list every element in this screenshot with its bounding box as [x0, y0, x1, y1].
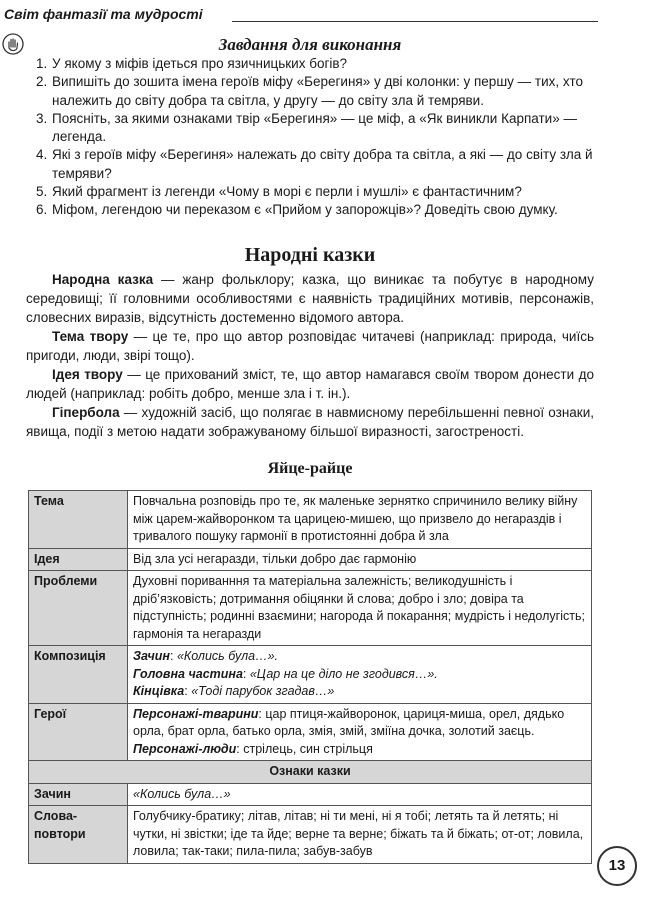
list-item [36, 146, 606, 183]
list-item [36, 201, 606, 219]
definitions [26, 270, 594, 441]
row-label: Тема [29, 491, 128, 549]
row-value [128, 646, 592, 704]
table-row [29, 571, 592, 646]
composition-line: Зачин: «Колись була…». [133, 649, 279, 663]
heroes-group-text: : стрілець, син стрільця [236, 741, 373, 756]
row-value: Духовні пориванння та матеріальна залежність; великодушність і дріб’язковість; дотримання обіцянки й слова; добро і зло; довіра та підступність; родинні взаємини; нагорода й покарання; мудрість і недолугість; гармонія та негаразди [128, 571, 592, 646]
definition-term: Ідея твору [52, 367, 123, 382]
row-label: Проблеми [29, 571, 128, 646]
definition-term: Тема твору [52, 329, 129, 344]
item-text: Міфом, легендою чи переказом є «Прийом у запорожців»? Доведіть свою думку. [52, 202, 558, 218]
composition-part-label: Зачин [133, 649, 170, 663]
header-rule [232, 21, 598, 22]
item-text: Який фрагмент із легенди «Чому в морі є перли і мушлі» є фантастичним? [52, 184, 522, 200]
composition-part-text: «Цар на це діло не згодився…». [249, 666, 438, 681]
table-row [29, 491, 592, 549]
heroes-people [133, 741, 586, 759]
composition-line: Головна частина: «Цар на це діло не згодився…». [133, 666, 438, 681]
composition-part-text: «Тоді парубок згадав…» [191, 684, 335, 698]
composition-part-text: «Колись була…». [176, 649, 279, 663]
item-number: 4. [36, 147, 48, 163]
item-number: 1. [36, 56, 48, 71]
row-value: «Колись була…» [128, 783, 592, 806]
features-header: Ознаки казки [29, 761, 592, 784]
definition-text: — художній засіб, що полягає в навмисному перебільшенні певної ознаки, явища, події з метою надати зображуваному більшої виразності, загостреності. [26, 405, 594, 439]
page-number: 13 [597, 846, 637, 886]
tasks-title: Завдання для виконання [218, 35, 402, 54]
composition-part-label: Кінцівка [133, 684, 185, 698]
composition-line: Кінцівка: «Тоді парубок згадав…» [133, 684, 335, 698]
item-text: У якому з міфів ідеться про язичницьких богів? [52, 56, 348, 71]
definition-text: — жанр фольклору; казка, що виникає та побутує в народному середовищі; її головними особливостями є наявність традиційних мотивів, персонажів, словесних виразів, відсутність достеменно відомого автора. [26, 272, 594, 325]
table-row [29, 703, 592, 761]
row-value [128, 703, 592, 761]
definition [26, 403, 594, 441]
heroes-group-text: : цар птиця-жайворонок, цариця-миша, орел, дядько орла, брат орла, батько орла, змія, змій, зміїна дочка, золотий заєць. [133, 706, 565, 738]
definition-text: — це те, про що автор розповідає читачеві (наприклад: природа, чиїсь пригоди, люди, звірі тощо). [26, 329, 594, 363]
story-title: Яйце-райце [267, 460, 353, 477]
table-row [29, 806, 592, 864]
item-number: 6. [36, 202, 48, 218]
item-text: Поясніть, за якими ознаками твір «Берегиня» — це міф, а «Як виникли Карпати» — легенда. [52, 110, 577, 145]
section-title: Народні казки [244, 244, 376, 266]
item-number: 2. [36, 74, 48, 90]
analysis-table [28, 490, 592, 864]
list-item [36, 110, 606, 147]
item-number: 5. [36, 184, 48, 200]
heroes-group-label: Персонажі-тварини [133, 706, 259, 721]
row-label: Слова-повтори [29, 806, 128, 864]
header-title: Світ фантазії та мудрості [4, 6, 203, 22]
list-item [36, 55, 606, 73]
list-item [36, 183, 606, 201]
row-label: Герої [29, 703, 128, 761]
item-text: Які з героїв міфу «Берегиня» належать до світу добра та світла, а які — до світу зла й темряви? [52, 147, 593, 181]
definition [26, 270, 594, 327]
definition [26, 327, 594, 365]
row-value: Голубчику-братику; літав, літав; ні ти мені, ні я тобі; летять та й летять; ні чутки, ні звістки; іде та йде; верне та верне; біжать та й біжать; от-от; ловила, ловила; так-таки; пила-пила; забув-забув [128, 806, 592, 864]
composition-part-label: Головна частина [133, 666, 243, 681]
table-row [29, 783, 592, 806]
row-label: Зачин [29, 783, 128, 806]
definition-text: — це прихований зміст, те, що автор намагався своїм твором донести до людей (наприклад: робіть добро, менше зла і т. ін.). [26, 367, 595, 401]
definition-term: Гіпербола [52, 405, 120, 420]
definition-term: Народна казка [52, 272, 154, 287]
row-label: Ідея [29, 548, 128, 571]
heroes-animals [133, 706, 586, 741]
running-header [4, 4, 598, 26]
tasks-list [36, 55, 606, 220]
row-value: Від зла усі негаразди, тільки добро дає гармонію [128, 548, 592, 571]
item-text: Випишіть до зошита імена героїв міфу «Берегиня» у дві колонки: у першу — тих, хто належить до світу добра та світла, у другу — до світу зла й темряви. [52, 74, 584, 108]
heroes-group-label: Персонажі-люди [133, 741, 237, 756]
table-row [29, 761, 592, 784]
table-row [29, 646, 592, 704]
table-row [29, 548, 592, 571]
row-value: Повчальна розповідь про те, як маленьке зернятко спричинило велику війну між царем-жайворонком та царицею-мишею, що призвело до негараздів і тривалого пошуку гармонії в протистоянні добра й зла [128, 491, 592, 549]
definition [26, 365, 594, 403]
item-number: 3. [36, 110, 48, 126]
row-label: Композиція [29, 646, 128, 704]
list-item [36, 73, 606, 110]
